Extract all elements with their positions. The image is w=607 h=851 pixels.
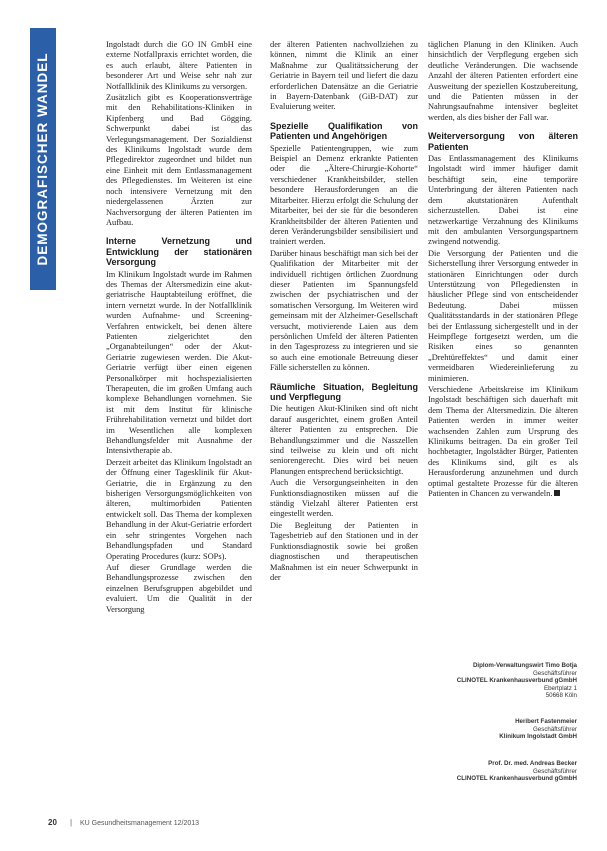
paragraph: Derzeit arbeitet das Klinikum Ingolstadt an der Öffnung einer Tagesklinik für Akut-Geriatrie, die in Ergänzung zu den bisherigen Versorgungsmöglichkeiten von älteren, multimorbiden Patienten entwickelt soll. Das Thema der komplexen Behandlung in der Akut-Geriatrie erfordert ein sehr stringentes Vorgehen nach Behandlungspfaden und Standard Operating Procedures (kurz: SOPs). <box>106 457 252 561</box>
author-name: Diplom-Verwaltungswirt Timo Botja <box>472 662 577 669</box>
section-heading: Spezielle Qualifikation von Patienten und Angehörigen <box>270 120 418 142</box>
paragraph: der älteren Patienten nachvollziehen zu können, nimmt die Klinik an einer Maßnahme zur Qualitätssicherung der Geriatrie in Bayern teil und liefert die dazu erforderlichen Datensätze an die Geriatrie in Bayern-Datenbank (GiB-DAT) zur Evaluierung weiter. <box>270 40 418 112</box>
end-of-article-mark <box>554 490 560 496</box>
author-role: Geschäftsführer <box>532 725 577 733</box>
paragraph: Darüber hinaus beschäftigt man sich bei der Qualifikation der Mitarbeiter mit der individuell richtigen örtlichen Zuordnung dieser Patienten im Spannungsfeld zwischen der psychiatrischen und der somatischen Versorgung. Im Weiteren wird gemeinsam mit der Alzheimer-Gesellschaft versucht, motivierende Laien aus dem persönlichen Umfeld der älteren Patienten in den Tagesprozess zu integrieren und sie so auch eine emotionale Betreuung dieser Fälle sicherstellen zu können. <box>270 248 418 373</box>
section-heading: Räumliche Situation, Begleitung und Verpflegung <box>270 381 418 402</box>
footer-separator: | <box>70 818 73 827</box>
paragraph: Auf dieser Grundlage werden die Behandlungsprozesse zwischen den einzelnen Berufsgruppen abgebildet und evaluiert. Um die Qualität in der Versorgung <box>106 562 252 614</box>
author-name: Heribert Fastenmeier <box>515 718 577 725</box>
section-label: DEMOGRAFISCHER WANDEL <box>35 52 50 266</box>
author-city: 50668 Köln <box>545 692 577 700</box>
paragraph: Die Versorgung der Patienten und die Sicherstellung ihrer Versorgung entweder in stationären Einrichtungen oder durch Unterstützung von Pflegediensten in häuslicher Pflege sind von entscheidender Bedeutung. Dabei müssen Qualitätsstandards in der stationären Pflege bei der Entlassung sichergestellt und in der Heimpflege fortgesetzt werden, um die Risiken eines so genannten „Drehtüreffektes“ und damit einer vermeidbaren Wiedereinlieferung zu minimieren. <box>428 248 578 383</box>
paragraph: täglichen Planung in den Kliniken. Auch hinsichtlich der Verpflegung ergeben sich deutliche Veränderungen. Die wachsende Anzahl der älteren Patienten erfordert eine Ausweitung der speziellen Kostzubereitung, und die Patienten müssen in der Nahrungsaufnahme intensiver begleitet werden, als dies bisher der Fall war. <box>428 40 578 122</box>
column-3 <box>428 40 578 500</box>
paragraph: Im Klinikum Ingolstadt wurde im Rahmen des Themas der Altersmedizin eine akut-geriatrische Hauptabteilung eröffnet, die intern vernetzt wurde. In der Notfallklinik wurden Aufnahme- und Screening-Verfahren entwickelt, bei denen ältere Patienten zielgerichtet den „Organabteilungen“ oder der Akut-Geriatrie zugewiesen werden. Die Akut-Geriatrie verfügt über einen eigenen Personalkörper mit hochspezialisierten Therapeuten, die im großen Umfang auch komplexe Behandlungen vornehmen. Sie ist mit dem Institut für klinische Frührehabilitation vernetzt und bildet dort im Wesentlichen alle komplexen Behandlungsfelder mit Ausnahme der Intensivtherapie ab. <box>106 269 252 456</box>
author-signature <box>430 718 577 741</box>
page-footer <box>48 818 199 827</box>
author-signature <box>430 760 577 783</box>
author-street: Ebertplatz 1 <box>543 684 577 692</box>
paragraph-text: Verschiedene Arbeitskreise im Klinikum Ingolstadt beschäftigen sich dauerhaft mit dem Thema der Altersmedizin. Die älteren Patienten werden in immer weiter wachsenden Zahlen zum Ursprung des Klinikums beitragen. Da ein großer Teil hochbetagter, Ingolstädter Bürger, Patienten des Klinikums sind, gilt es als Herausforderung anzunehmen und durch optimal gestaltete Prozesse für die älteren Patienten in Chancen zu verwandeln. <box>428 385 578 499</box>
author-organization: CLINOTEL Krankenhausverbund gGmbH <box>456 775 577 783</box>
author-role: Geschäftsführer <box>532 767 577 775</box>
paragraph: Zusätzlich gibt es Kooperationsverträge mit den Rehabilitations-Kliniken in Kipfenberg und Bad Gögging. Schwerpunkt dabei ist das Verlegungsmanagement. Der Sozialdienst des Klinikums Ingolstadt wurde dem Pflegedirektor zugeordnet und bildet nun eine Einheit mit dem Entlassmanagement des Pflegedienstes. Im Weiteren ist eine noch intensivere Vernetzung mit den niedergelassenen Ärzten zur Nachversorgung der älteren Patienten im Aufbau. <box>106 93 252 227</box>
column-2 <box>270 40 418 584</box>
paragraph: Die Begleitung der Patienten in Tagesbetrieb auf den Stationen und in der Funktionsdiagnostik sowie bei großen diagnostischen und therapeutischen Maßnahmen ist ein neuer Schwerpunkt in der <box>270 520 418 582</box>
page-number: 20 <box>48 818 57 827</box>
paragraph <box>428 385 578 499</box>
author-role: Geschäftsführer <box>532 669 577 677</box>
publication-name: KU Gesundheitsmanagement 12/2013 <box>80 820 200 827</box>
paragraph: Spezielle Patientengruppen, wie zum Beispiel an Demenz erkrankte Patienten oder die „Ältere-Chirurgie-Kohorte“ verschiedener Krankheitsbilder, stellen besondere Herausforderungen an die Mitarbeiter. Hierzu erfolgt die Schulung der Mitarbeiter, bei der sie für die besonderen Krankheitsbilder der älteren Patienten und deren Veränderungsbilder sensibilisiert und trainiert werden. <box>270 143 418 247</box>
column-1 <box>106 40 252 616</box>
paragraph: Die heutigen Akut-Kliniken sind oft nicht darauf ausgerichtet, einem großen Anteil älterer Patienten zu entsprechen. Die Behandlungszimmer und die Nasszellen sind teilweise zu klein und oft nicht seniorengerecht. Dies wird bei neuen Planungen entsprechend berücksichtigt. <box>270 404 418 476</box>
author-name: Prof. Dr. med. Andreas Becker <box>488 760 577 767</box>
section-heading: Interne Vernetzung und Entwicklung der stationären Versorgung <box>106 236 252 268</box>
author-organization: CLINOTEL Krankenhausverbund gGmbH <box>456 677 577 685</box>
paragraph: Auch die Versorgungseinheiten in den Funktionsdiagnostiken müssen auf die ständig Vielzahl älterer Patienten erst eingestellt werden. <box>270 478 418 519</box>
section-heading: Weiterversorgung von älteren Patienten <box>428 131 578 152</box>
author-signature <box>430 662 577 700</box>
author-organization: Klinikum Ingolstadt GmbH <box>499 733 577 741</box>
paragraph: Ingolstadt durch die GO IN GmbH eine externe Notfallpraxis errichtet worden, die es auch erlaubt, ältere Patienten in besonderer Art und Weise sehr nah zur Notfallklinik des Klinikums zu versorgen. <box>106 40 252 91</box>
paragraph: Das Entlassmanagement des Klinikums Ingolstadt wird immer häufiger damit beschäftigt sein, eine temporäre Unterbringung der älteren Patienten nach dem akutstationären Aufenthalt sicherzustellen. Dabei ist eine netzwerkartige Verzahnung des Klinikums mit den ambulanten Versorgungspartnern zwingend notwendig. <box>428 154 578 247</box>
